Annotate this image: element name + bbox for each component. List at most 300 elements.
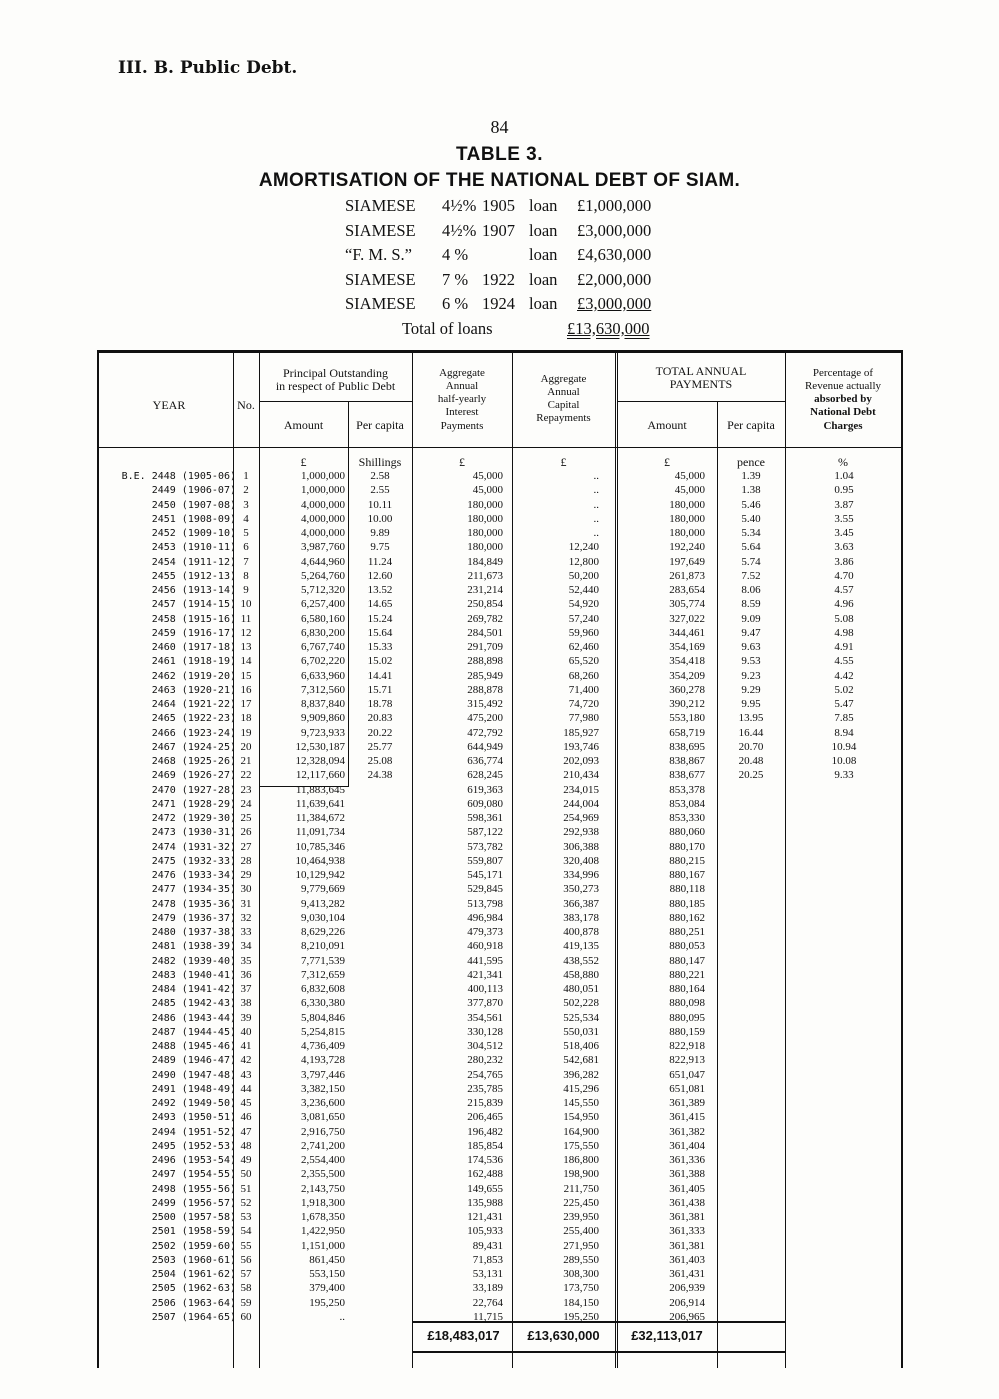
cell-amount: 12,530,187 xyxy=(295,740,345,753)
cell-capital: 550,031 xyxy=(563,1025,599,1038)
loan-word: loan xyxy=(529,220,558,240)
cell-interest: 269,782 xyxy=(467,612,503,625)
table-row xyxy=(99,1169,905,1181)
cell-total: 880,215 xyxy=(669,854,705,867)
cell-total: 327,022 xyxy=(669,612,705,625)
cell-per-capita: 10.00 xyxy=(367,512,393,525)
cell-interest: 33,189 xyxy=(472,1282,503,1295)
cell-interest: 174,536 xyxy=(467,1154,503,1166)
cell-capital: 225,450 xyxy=(563,1196,599,1209)
cell-year: 2493 (1950-51) xyxy=(151,1112,236,1124)
loan-year: 1907 xyxy=(482,220,515,240)
cell-total: 853,378 xyxy=(669,783,705,796)
cell-capital: 254,969 xyxy=(563,812,599,824)
cell-interest: 377,870 xyxy=(467,997,503,1010)
cell-total: 344,461 xyxy=(669,626,705,639)
total-capital: £13,630,000 xyxy=(527,1328,600,1343)
cell-no: 59 xyxy=(240,1296,252,1309)
cell-capital: 12,240 xyxy=(568,541,599,554)
cell-year: 2476 (1933-34) xyxy=(151,870,236,881)
cell-capital: 198,900 xyxy=(563,1168,599,1181)
table-row xyxy=(99,899,905,911)
cell-capital: 502,228 xyxy=(563,997,599,1010)
loan-year: 1922 xyxy=(482,269,515,289)
cell-per-capita: 14.41 xyxy=(367,669,393,682)
cell-year: 2492 (1949-50) xyxy=(151,1098,236,1109)
cell-no: 31 xyxy=(240,897,252,910)
cell-total: 880,221 xyxy=(669,968,705,981)
cell-year: B.E. 2448 (1905-06) xyxy=(121,471,236,482)
cell-interest: 22,764 xyxy=(472,1296,503,1309)
unit-total: £ xyxy=(664,455,670,469)
cell-total: 361,403 xyxy=(669,1253,705,1266)
cell-interest: 180,000 xyxy=(467,541,503,554)
cell-year: 2473 (1930-31) xyxy=(151,827,236,839)
cell-amount: 8,837,840 xyxy=(301,698,345,710)
cell-year: 2454 (1911-12) xyxy=(151,556,236,568)
cell-total: 361,438 xyxy=(669,1196,705,1209)
cell-total-per-capita: 20.25 xyxy=(738,769,764,782)
cell-per-capita: 18.78 xyxy=(367,698,393,710)
cell-interest: 11,715 xyxy=(473,1310,503,1323)
table-row xyxy=(99,685,905,697)
table-row xyxy=(99,557,905,569)
cell-capital: 195,250 xyxy=(563,1310,599,1323)
total-label: Total of loans xyxy=(402,319,493,338)
cell-amount: 6,702,220 xyxy=(301,655,345,668)
cell-total-per-capita: 9.47 xyxy=(741,626,761,639)
cell-year: 2482 (1939-40) xyxy=(151,955,236,967)
loan-word: loan xyxy=(529,269,558,289)
col-perc-header-5: Charges xyxy=(823,420,863,432)
cell-interest: 180,000 xyxy=(467,498,503,511)
cell-total: 853,330 xyxy=(669,812,705,824)
cell-no: 45 xyxy=(240,1097,252,1109)
table-row xyxy=(99,941,905,953)
cell-capital: 438,552 xyxy=(563,954,599,967)
cell-total: 192,240 xyxy=(669,541,705,554)
table-row xyxy=(99,1112,905,1124)
table-row xyxy=(99,514,905,526)
cell-capital: .. xyxy=(593,512,599,525)
table-row xyxy=(99,471,905,483)
cell-per-capita: 12.60 xyxy=(367,569,393,582)
cell-interest: 180,000 xyxy=(467,527,503,539)
cell-capital: 52,440 xyxy=(568,584,599,596)
col-principal-header: Principal Outstanding xyxy=(283,366,388,380)
cell-amount: 3,987,760 xyxy=(301,541,345,554)
cell-year: 2450 (1907-08) xyxy=(151,499,236,511)
cell-capital: 350,273 xyxy=(563,883,599,896)
cell-interest: 291,709 xyxy=(467,641,503,653)
cell-per-capita: 24.38 xyxy=(367,769,393,782)
cell-amount: 3,382,150 xyxy=(301,1082,345,1095)
cell-no: 36 xyxy=(240,968,252,981)
loan-amount: £1,000,000 xyxy=(577,196,652,215)
cell-capital: 234,015 xyxy=(563,783,599,796)
cell-year: 2500 (1957-58) xyxy=(151,1212,236,1223)
cell-percentage: 5.08 xyxy=(834,612,854,625)
cell-no: 60 xyxy=(240,1310,252,1323)
cell-interest: 180,000 xyxy=(467,512,503,525)
table-row xyxy=(99,1212,905,1224)
cell-amount: 7,312,659 xyxy=(301,968,345,981)
cell-year: 2472 (1929-30) xyxy=(151,813,236,824)
cell-capital: 145,550 xyxy=(563,1097,599,1109)
cell-no: 37 xyxy=(240,983,252,995)
cell-no: 13 xyxy=(240,641,252,653)
table-row xyxy=(99,884,905,896)
cell-total: 354,169 xyxy=(669,641,705,653)
cell-percentage: 3.86 xyxy=(834,555,854,568)
cell-year: 2486 (1943-44) xyxy=(151,1012,236,1024)
table-row xyxy=(99,785,905,797)
cell-amount: 4,193,728 xyxy=(301,1054,345,1067)
unit-perc: % xyxy=(838,455,848,469)
cell-total: 880,162 xyxy=(669,911,705,924)
cell-total: 651,081 xyxy=(669,1082,705,1095)
loan-rate: 4 % xyxy=(442,245,469,264)
cell-no: 44 xyxy=(240,1082,252,1095)
cell-year: 2488 (1945-46) xyxy=(151,1041,236,1052)
cell-total: 361,333 xyxy=(669,1225,705,1238)
cell-total: 651,047 xyxy=(669,1068,705,1081)
cell-no: 23 xyxy=(240,783,252,796)
cell-interest: 330,128 xyxy=(467,1025,503,1038)
cell-capital: 334,996 xyxy=(563,869,599,881)
cell-interest: 354,561 xyxy=(467,1011,503,1024)
cell-amount: 553,150 xyxy=(309,1268,345,1280)
table-row xyxy=(99,913,905,925)
cell-total-per-capita: 1.39 xyxy=(741,470,761,482)
cell-year: 2496 (1953-54) xyxy=(151,1155,236,1166)
cell-amount: 11,639,641 xyxy=(295,797,345,810)
cell-interest: 400,113 xyxy=(467,983,503,995)
cell-interest: 441,595 xyxy=(467,954,503,967)
cell-year: 2468 (1925-26) xyxy=(151,756,236,767)
cell-capital: 480,051 xyxy=(563,983,599,995)
cell-capital: 400,878 xyxy=(563,926,599,938)
table-row xyxy=(99,542,905,554)
cell-no: 40 xyxy=(240,1025,252,1038)
cell-total: 45,000 xyxy=(674,470,705,482)
col-capital-header-3: Capital xyxy=(547,399,580,411)
cell-total: 180,000 xyxy=(669,527,705,539)
cell-percentage: 3.45 xyxy=(834,527,854,539)
cell-amount: 9,030,104 xyxy=(301,911,345,924)
cell-no: 42 xyxy=(240,1054,252,1067)
cell-total: 658,719 xyxy=(669,726,705,739)
cell-amount: 2,143,750 xyxy=(301,1182,345,1195)
loan-name: “F. M. S.” xyxy=(345,245,412,264)
cell-capital: 415,296 xyxy=(563,1082,599,1095)
cell-interest: 619,363 xyxy=(467,783,503,796)
cell-year: 2490 (1947-48) xyxy=(151,1069,236,1081)
cell-capital: 210,434 xyxy=(563,769,599,782)
cell-total: 283,654 xyxy=(669,584,705,596)
cell-total: 206,939 xyxy=(669,1282,705,1295)
cell-year: 2494 (1951-52) xyxy=(151,1126,236,1138)
cell-year: 2458 (1915-16) xyxy=(151,613,236,625)
table-row xyxy=(99,1141,905,1153)
cell-total: 390,212 xyxy=(669,698,705,710)
col-total-header-2: PAYMENTS xyxy=(669,377,733,391)
cell-amount: 3,797,446 xyxy=(301,1068,345,1081)
cell-amount: 6,580,160 xyxy=(301,612,345,625)
cell-amount: 9,413,282 xyxy=(301,897,345,910)
cell-amount: 11,883,645 xyxy=(295,783,345,796)
cell-total-per-capita: 9.09 xyxy=(741,612,761,625)
cell-interest: 598,361 xyxy=(467,812,503,824)
cell-interest: 53,131 xyxy=(472,1268,503,1280)
cell-year: 2451 (1908-09) xyxy=(151,513,236,525)
cell-year: 2505 (1962-63) xyxy=(151,1283,236,1295)
cell-capital: .. xyxy=(593,498,599,511)
cell-no: 25 xyxy=(240,812,252,824)
cell-percentage: 7.85 xyxy=(834,712,854,725)
cell-no: 54 xyxy=(240,1225,252,1238)
cell-interest: 105,933 xyxy=(467,1225,503,1238)
table-row xyxy=(99,1198,905,1210)
cell-no: 14 xyxy=(240,655,252,668)
cell-capital: 50,200 xyxy=(568,569,599,582)
cell-total-per-capita: 1.38 xyxy=(741,484,761,497)
col-total-per-capita-header: Per capita xyxy=(727,418,775,432)
cell-year: 2461 (1918-19) xyxy=(151,656,236,668)
cell-interest: 184,849 xyxy=(467,555,503,568)
cell-year: 2453 (1910-11) xyxy=(151,542,236,554)
loan-year: 1905 xyxy=(482,196,515,215)
cell-no: 56 xyxy=(240,1253,252,1266)
cell-capital: 12,800 xyxy=(568,555,599,568)
cell-total: 880,060 xyxy=(669,826,705,839)
cell-year: 2459 (1916-17) xyxy=(151,627,236,639)
cell-percentage: 4.57 xyxy=(834,584,854,596)
cell-percentage: 3.55 xyxy=(834,512,854,525)
cell-total: 197,649 xyxy=(669,555,705,568)
cell-total: 553,180 xyxy=(669,712,705,725)
col-perc-header-2: Revenue actually xyxy=(804,380,882,392)
cell-interest: 479,373 xyxy=(467,926,503,938)
cell-no: 29 xyxy=(240,869,252,881)
cell-total: 822,918 xyxy=(669,1040,705,1052)
cell-total: 361,381 xyxy=(669,1211,705,1223)
col-perc-header-4: National Debt xyxy=(810,406,876,418)
cell-no: 33 xyxy=(240,926,252,938)
table-row xyxy=(99,585,905,597)
col-interest-header-1: Aggregate xyxy=(439,367,485,379)
cell-no: 8 xyxy=(243,569,249,582)
cell-percentage: 4.91 xyxy=(834,641,854,653)
cell-year: 2465 (1922-23) xyxy=(151,713,236,725)
cell-total: 361,405 xyxy=(669,1182,705,1195)
loan-word: loan xyxy=(529,245,558,264)
cell-percentage: 5.47 xyxy=(834,698,854,710)
cell-year: 2504 (1961-62) xyxy=(151,1269,236,1280)
loan-word: loan xyxy=(529,196,558,215)
cell-total: 838,677 xyxy=(669,769,705,782)
cell-total: 361,388 xyxy=(669,1168,705,1181)
table-row xyxy=(99,1298,905,1310)
cell-interest: 559,807 xyxy=(467,854,503,867)
cell-amount: 6,767,740 xyxy=(301,641,345,653)
cell-no: 4 xyxy=(243,512,249,525)
cell-per-capita: 20.83 xyxy=(367,712,393,725)
cell-total-per-capita: 9.23 xyxy=(741,669,761,682)
cell-amount: 2,916,750 xyxy=(301,1125,345,1138)
cell-interest: 196,482 xyxy=(467,1125,503,1138)
cell-percentage: 1.04 xyxy=(834,470,854,482)
col-year-header: YEAR xyxy=(152,398,186,412)
cell-capital: 164,900 xyxy=(563,1125,599,1138)
cell-no: 10 xyxy=(240,598,252,611)
cell-no: 15 xyxy=(240,669,252,682)
cell-no: 39 xyxy=(240,1011,252,1024)
cell-interest: 304,512 xyxy=(467,1040,503,1052)
cell-total: 354,418 xyxy=(669,655,705,668)
col-principal-header-2: in respect of Public Debt xyxy=(275,379,396,393)
cell-no: 9 xyxy=(243,584,249,596)
cell-interest: 45,000 xyxy=(472,470,503,482)
table-row xyxy=(99,1070,905,1082)
cell-year: 2470 (1927-28) xyxy=(151,784,236,796)
table-label: TABLE 3. xyxy=(455,144,544,165)
cell-year: 2497 (1954-55) xyxy=(151,1169,236,1181)
table-row xyxy=(99,1041,905,1053)
table-row xyxy=(99,1013,905,1025)
loan-rate: 6 % xyxy=(442,294,469,313)
table-row xyxy=(99,1084,905,1096)
cell-capital: 184,150 xyxy=(563,1296,599,1309)
cell-year: 2483 (1940-41) xyxy=(151,969,236,981)
cell-total: 360,278 xyxy=(669,683,705,696)
unit-capital: £ xyxy=(560,455,567,469)
loan-rate: 7 % xyxy=(442,269,469,289)
cell-per-capita: 13.52 xyxy=(367,584,393,596)
cell-amount: 7,771,539 xyxy=(301,954,345,967)
unit-interest: £ xyxy=(459,455,465,469)
cell-year: 2485 (1942-43) xyxy=(151,998,236,1010)
cell-capital: .. xyxy=(593,470,599,482)
cell-no: 52 xyxy=(240,1196,252,1209)
cell-no: 7 xyxy=(243,555,249,568)
table-row xyxy=(99,799,905,811)
cell-no: 58 xyxy=(240,1282,252,1295)
cell-interest: 472,792 xyxy=(467,726,503,739)
cell-amount: 2,554,400 xyxy=(301,1154,345,1166)
cell-year: 2481 (1938-39) xyxy=(151,941,236,953)
cell-total-per-capita: 8.59 xyxy=(741,598,761,611)
cell-amount: 8,210,091 xyxy=(301,940,345,953)
cell-capital: 525,534 xyxy=(563,1011,599,1024)
total-value: £13,630,000 xyxy=(567,319,650,338)
cell-year: 2480 (1937-38) xyxy=(151,927,236,938)
cell-interest: 231,214 xyxy=(467,584,503,596)
cell-total: 880,159 xyxy=(669,1025,705,1038)
cell-total-per-capita: 5.74 xyxy=(741,555,761,568)
col-capital-header-2: Annual xyxy=(547,386,580,398)
cell-year: 2506 (1963-64) xyxy=(151,1297,236,1309)
cell-per-capita: 15.02 xyxy=(367,655,393,668)
cell-no: 12 xyxy=(240,626,252,639)
cell-capital: .. xyxy=(593,484,599,497)
cell-total-per-capita: 8.06 xyxy=(741,584,761,596)
cell-total-per-capita: 9.95 xyxy=(741,698,761,710)
col-interest-header-2: Annual xyxy=(445,380,479,392)
cell-total: 206,914 xyxy=(669,1296,705,1309)
cell-per-capita: 14.65 xyxy=(367,598,393,611)
cell-amount: 7,312,560 xyxy=(301,683,345,696)
cell-percentage: 10.08 xyxy=(831,755,857,767)
cell-percentage: 4.55 xyxy=(834,655,854,668)
cell-no: 2 xyxy=(243,484,249,497)
cell-capital: 289,550 xyxy=(563,1253,599,1266)
cell-no: 57 xyxy=(240,1268,252,1280)
cell-capital: 271,950 xyxy=(563,1239,599,1252)
cell-year: 2507 (1964-65) xyxy=(151,1311,236,1323)
cell-amount: .. xyxy=(339,1310,345,1323)
cell-amount: 12,328,094 xyxy=(295,755,345,767)
cell-amount: 4,000,000 xyxy=(301,512,345,525)
table-row xyxy=(99,856,905,868)
cell-no: 43 xyxy=(240,1068,252,1081)
cell-percentage: 9.33 xyxy=(834,769,854,782)
cell-no: 16 xyxy=(240,683,252,696)
loan-rate: 4½% xyxy=(442,196,477,215)
page-number: 84 xyxy=(490,117,509,137)
cell-percentage: 3.63 xyxy=(834,541,854,554)
cell-total: 261,873 xyxy=(669,569,705,582)
table-row xyxy=(99,1312,905,1324)
cell-total: 838,867 xyxy=(669,755,705,767)
cell-capital: 255,400 xyxy=(563,1225,599,1238)
table-row xyxy=(99,713,905,725)
table-row xyxy=(99,1098,905,1110)
cell-percentage: 4.98 xyxy=(834,626,854,639)
cell-per-capita: 11.24 xyxy=(367,555,393,568)
cell-amount: 5,264,760 xyxy=(301,569,345,582)
cell-no: 19 xyxy=(240,726,252,739)
cell-capital: 54,920 xyxy=(568,598,599,611)
col-capital-header-1: Aggregate xyxy=(540,373,587,385)
cell-amount: 6,330,380 xyxy=(301,997,345,1010)
cell-capital: 396,282 xyxy=(563,1068,599,1081)
cell-capital: 292,938 xyxy=(563,826,599,839)
cell-percentage: 4.70 xyxy=(834,569,854,582)
cell-total: 361,415 xyxy=(669,1111,705,1124)
loan-year: 1924 xyxy=(482,294,515,313)
cell-per-capita: 15.71 xyxy=(367,683,393,696)
cell-total: 180,000 xyxy=(669,512,705,525)
col-perc-header-3: absorbed by xyxy=(814,393,872,405)
cell-amount: 4,736,409 xyxy=(301,1040,345,1052)
loan-amount: £3,000,000 xyxy=(577,294,652,313)
cell-year: 2503 (1960-61) xyxy=(151,1254,236,1266)
cell-per-capita: 25.77 xyxy=(367,740,393,753)
cell-total-per-capita: 16.44 xyxy=(738,726,764,739)
cell-interest: 628,245 xyxy=(467,769,503,782)
table-row xyxy=(99,984,905,996)
cell-no: 51 xyxy=(240,1182,252,1195)
cell-amount: 6,633,960 xyxy=(301,669,345,682)
cell-interest: 513,798 xyxy=(467,897,503,910)
cell-total: 838,695 xyxy=(669,740,705,753)
table-row xyxy=(99,827,905,839)
unit-per-capita: Shillings xyxy=(358,455,402,469)
cell-capital: 154,950 xyxy=(563,1111,599,1124)
cell-interest: 285,949 xyxy=(467,669,503,682)
cell-no: 1 xyxy=(243,470,249,482)
